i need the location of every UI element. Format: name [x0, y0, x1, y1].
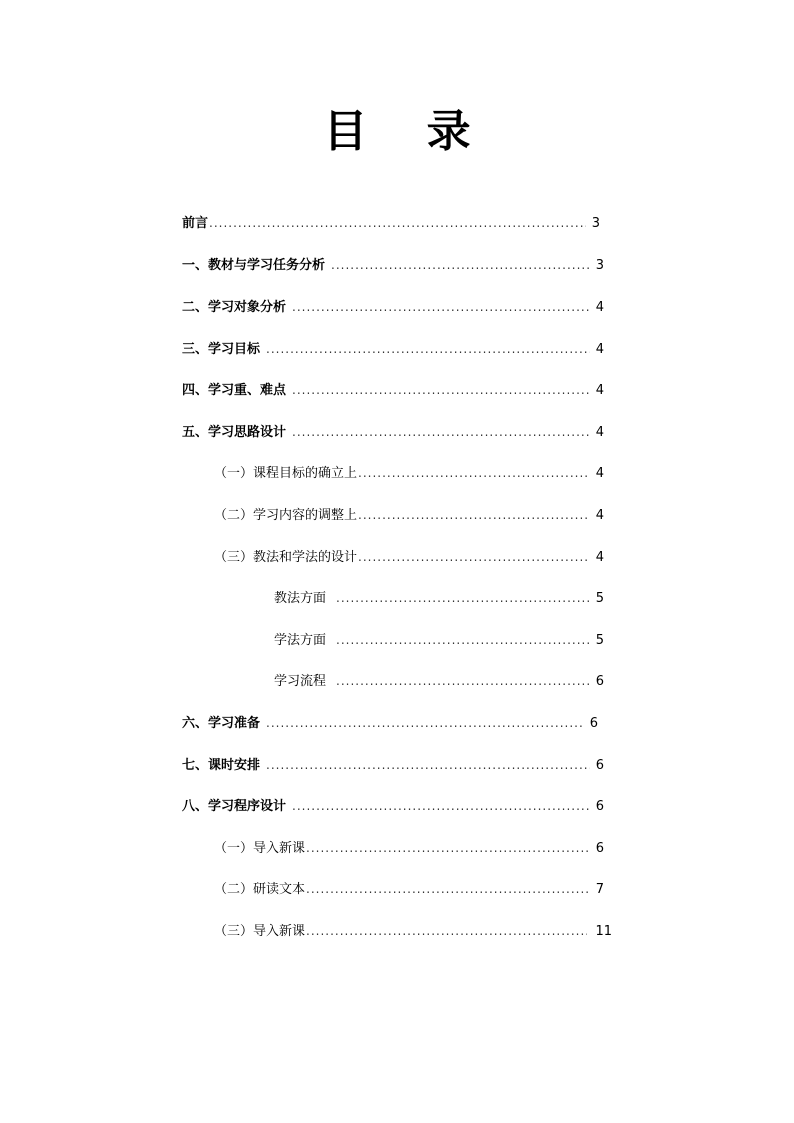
toc-entry-number: 五、: [182, 425, 209, 440]
toc-entry-5-1[interactable]: [214, 464, 604, 483]
toc-entry-text: 课时安排: [208, 758, 261, 773]
toc-entry-page: 6: [595, 674, 604, 689]
dot-leader: [292, 298, 590, 316]
toc-entry-number: 一、: [182, 258, 209, 273]
toc-entry-page: 5: [595, 633, 604, 648]
toc-entry-text: 学习重、难点: [208, 383, 287, 398]
toc-entry-page: 3: [595, 258, 604, 273]
toc-entry-number: 三、: [182, 342, 209, 357]
toc-entry-learning-process[interactable]: [274, 672, 604, 691]
toc-entry-4[interactable]: [182, 381, 604, 400]
toc-entry-5-2[interactable]: [214, 506, 604, 525]
toc-entry-text: 研读文本: [253, 882, 306, 897]
toc-entry-text: 教材与学习任务分析: [208, 258, 326, 273]
toc-entry-number: （二）: [214, 508, 254, 523]
toc-entry-5-3[interactable]: [214, 548, 604, 567]
dot-leader: [306, 839, 590, 857]
toc-entry-number: （一）: [214, 466, 254, 481]
toc-entry-8-3[interactable]: [214, 922, 612, 941]
toc-entry-page: 4: [595, 508, 604, 523]
toc-entry-page: 6: [589, 716, 598, 731]
dot-leader: [292, 381, 590, 399]
dot-leader: [266, 714, 584, 732]
toc-entry-number: （一）: [214, 841, 254, 856]
toc-entry-page: 4: [595, 425, 604, 440]
toc-entry-number: （三）: [214, 550, 254, 565]
toc-entry-preface[interactable]: [182, 214, 600, 233]
toc-entry-page: 6: [595, 758, 604, 773]
dot-leader: [336, 631, 590, 649]
toc-entry-page: 4: [595, 300, 604, 315]
toc-entry-6[interactable]: [182, 714, 598, 733]
toc-entry-2[interactable]: [182, 298, 604, 317]
toc-entry-text: 六、学习准备: [182, 716, 261, 731]
dot-leader: [358, 464, 590, 482]
toc-entry-page: 3: [591, 216, 600, 231]
toc-entry-3[interactable]: [182, 340, 604, 359]
toc-entry-page: 4: [595, 383, 604, 398]
toc-entry-1[interactable]: [182, 256, 604, 275]
dot-leader: [306, 922, 587, 940]
toc-entry-page: 5: [595, 591, 604, 606]
toc-entry-teaching-method[interactable]: [274, 589, 604, 608]
toc-entry-page: 7: [595, 882, 604, 897]
dot-leader: [292, 423, 590, 441]
toc-entry-text: 学习目标: [208, 342, 261, 357]
toc-entry-text: 学习流程: [274, 674, 327, 689]
toc-entry-number: 七、: [182, 758, 209, 773]
toc-entry-learning-method[interactable]: [274, 631, 604, 650]
dot-leader: [209, 214, 586, 232]
toc-entry-text: 学习对象分析: [208, 300, 287, 315]
toc-entry-8-1[interactable]: [214, 839, 604, 858]
dot-leader: [358, 548, 590, 566]
toc-entry-page: 11: [595, 924, 612, 939]
toc-entry-text: 教法方面: [274, 591, 327, 606]
toc-entry-text: 教法和学法的设计: [253, 550, 358, 565]
dot-leader: [358, 506, 590, 524]
dot-leader: [306, 880, 590, 898]
dot-leader: [292, 797, 590, 815]
toc-entry-page: 4: [595, 342, 604, 357]
toc-entry-8[interactable]: [182, 797, 604, 816]
dot-leader: [266, 340, 590, 358]
toc-entry-number: （三）: [214, 924, 254, 939]
toc-entry-number: （二）: [214, 882, 254, 897]
toc-entry-number: 四、: [182, 383, 209, 398]
dot-leader: [331, 256, 590, 274]
toc-entry-8-2[interactable]: [214, 880, 604, 899]
toc-entry-page: 6: [595, 799, 604, 814]
toc-entry-text: 学习思路设计: [208, 425, 287, 440]
toc-entry-page: 4: [595, 550, 604, 565]
toc-entry-number: 八、: [182, 799, 209, 814]
toc-entry-text: 学法方面: [274, 633, 327, 648]
toc-entry-5[interactable]: [182, 423, 604, 442]
toc-entry-text: 学习程序设计: [208, 799, 287, 814]
dot-leader: [336, 589, 590, 607]
toc-entry-number: 二、: [182, 300, 209, 315]
toc-entry-page: 6: [595, 841, 604, 856]
toc-entry-text: 导入新课: [253, 841, 306, 856]
dot-leader: [266, 756, 590, 774]
toc-entry-text: 前言: [182, 216, 209, 231]
page-title: 目 录: [323, 106, 493, 157]
toc-entry-7[interactable]: [182, 756, 604, 775]
toc-entry-text: 导入新课: [253, 924, 306, 939]
toc-entry-text: 课程目标的确立上: [253, 466, 358, 481]
dot-leader: [336, 672, 590, 690]
toc-entry-text: 学习内容的调整上: [253, 508, 358, 523]
toc-entry-page: 4: [595, 466, 604, 481]
